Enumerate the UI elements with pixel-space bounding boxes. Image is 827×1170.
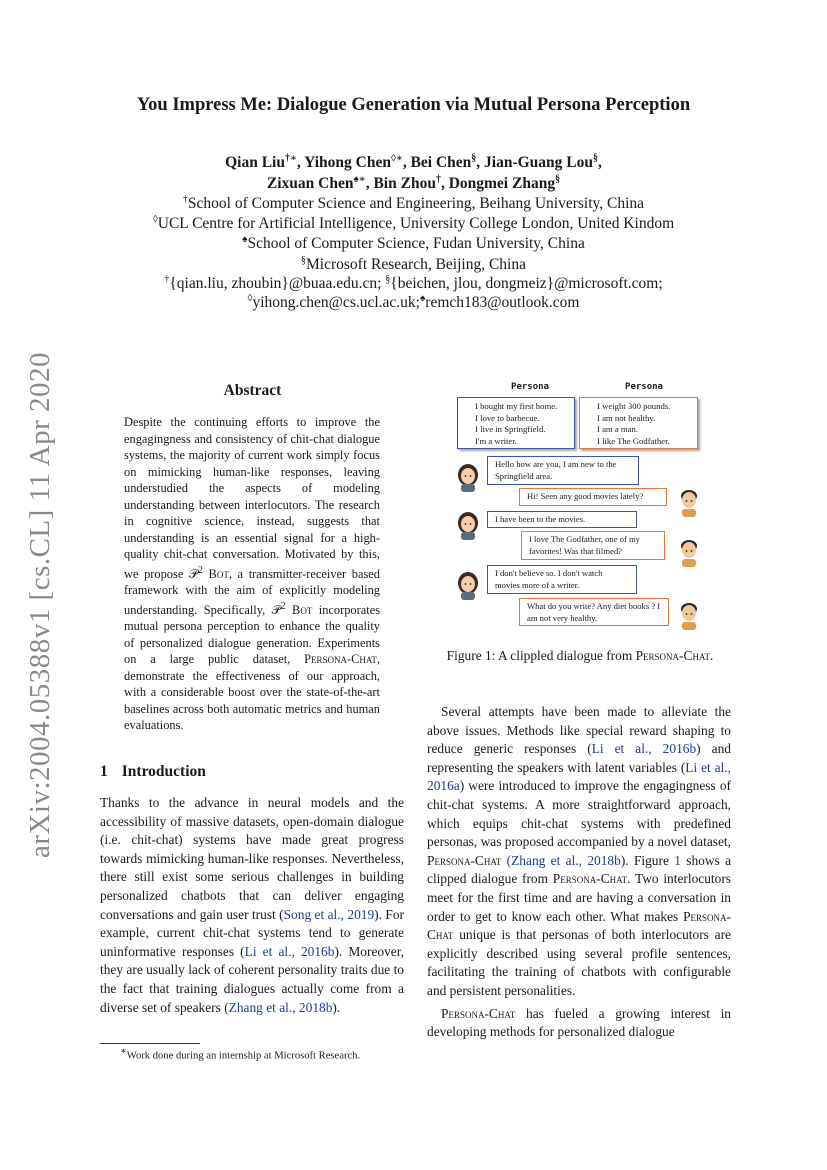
dialogue-turn-1: Hello how are you, I am new to the Springfield area. <box>487 456 639 485</box>
citation-link[interactable]: Li et al., 2016b <box>591 741 697 757</box>
author-name: Dongmei Zhang <box>448 175 556 193</box>
author-name: Zixuan Chen <box>266 175 354 193</box>
citation-link[interactable]: Li et al., 2016b <box>244 943 335 959</box>
persona-label-left: Persona <box>511 382 549 392</box>
persona-label-right: Persona <box>625 382 663 392</box>
author-name: Qian Liu <box>225 154 285 172</box>
man-avatar-icon <box>677 537 701 567</box>
figure-ref-link[interactable]: 1 <box>674 852 681 868</box>
woman-avatar-icon <box>456 462 480 492</box>
affiliation-beihang: †School of Computer Science and Engineering, Beihang University, China <box>182 194 645 213</box>
author-name: Bin Zhou <box>373 175 436 193</box>
body-paragraph: Several attempts have been made to alleviate the above issues. Methods like special reward shaping to reduce generic responses (Li et al., 2016b) and representing the speakers with latent variables (Li et al., 2016a) were introduced to improve the engagingness of chit-chat systems. A more straightforward approach, which equips chit-chat systems with predefined personas, was proposed accompanied by a novel dataset, Persona-Chat (Zhang et al., 2018b). Figure 1 shows a clipped dialogue from Persona-Chat. Two interlocutors meet for the first time and are having a conversation in order to get to know each other. What makes Persona-Chat unique is that personas of both interlocutors are explicitly described using several profile sentences, facilitating the training of chatbots with configurable and persistent personalities. <box>427 704 732 998</box>
dialogue-turn-5: I don't believe so. I don't watch movies more of a writer. <box>487 565 637 594</box>
email-line-2: ◊yihong.chen@cs.ucl.ac.uk;♠remch183@outlook.com <box>247 293 580 312</box>
affiliation-ucl: ◊UCL Centre for Artificial Intelligence, University College London, United Kindom <box>152 214 675 233</box>
affiliation-microsoft: §Microsoft Research, Beijing, China <box>301 255 526 274</box>
dialogue-turn-3: I have been to the movies. <box>487 511 637 528</box>
arxiv-stamp: arXiv:2004.05388v1 [cs.CL] 11 Apr 2020 <box>24 351 56 859</box>
persona-box-left: I bought my first home. I love to barbecue. I live in Springfield. I'm a writer. <box>457 397 575 449</box>
abstract-body: Despite the continuing efforts to improve the engagingness and consistency of chit-chat dialogue systems, the majority of current work simply focus on mimicking human-like responses, leaving understudied the aspects of modeling understanding between interlocutors. The research in cognitive science, instead, suggests that understanding is an essential signal for a high-quality chit-chat conversation. Motivated by this, we propose 𝒫$^2$ Bot, a transmitter-receiver based framework with the aim of explicitly modeling understanding. Specifically, 𝒫$^2$ Bot incorporates mutual persona perception to enhance the quality of personalized dialogue generation. Experiments on a large public dataset, Persona-Chat, demonstrate the effectiveness of our approach, with a considerable boost over the state-of-the-art baselines across both automatic metrics and human evaluations. <box>124 415 381 733</box>
intro-paragraph: Thanks to the advance in neural models and the accessibility of massive datasets, open-domain dialogue (i.e. chit-chat) systems have made great progress towards mimicking human-like responses. Nevertheless, there still exist some serious challenges in building personalized chatbots that can deliver engaging conversations and gain user trust (Song et al., 2019). For example, current chit-chat systems tend to generate uninformative responses (Li et al., 2016b). Moreover, they are usually lack of coherent personality traits due to the fact that training dialogues actually come from a diverse set of speakers (Zhang et al., 2018b). <box>100 795 404 1015</box>
dialogue-turn-2: Hi! Seen any good movies lately? <box>519 488 667 506</box>
body-paragraph: Persona-Chat has fueled a growing interest in developing methods for personalized dialogue <box>427 1005 731 1040</box>
right-column-body <box>427 703 731 1046</box>
dialogue-turn-4: I love The Godfather, one of my favorites! Was that filmed? <box>521 531 665 560</box>
section-heading-introduction: 1 Introduction <box>100 763 206 780</box>
author-name: Jian-Guang Lou <box>484 154 594 172</box>
footnote: ∗Work done during an internship at Microsoft Research. <box>120 1046 361 1062</box>
paper-title: You Impress Me: Dialogue Generation via Mutual Persona Perception <box>136 95 691 115</box>
citation-link[interactable]: (Zhang et al., 2018b <box>501 852 621 868</box>
email-line-1: †{qian.liu, zhoubin}@buaa.edu.cn; §{beichen, jlou, dongmeiz}@microsoft.com; <box>164 274 663 293</box>
citation-link[interactable]: Song et al., 2019 <box>283 906 375 922</box>
citation-link[interactable]: Li et al., 2016a <box>427 759 731 794</box>
dialogue-turn-6: What do you write? Any diet books ? I am not very healthy. <box>519 598 669 626</box>
man-avatar-icon <box>677 487 701 517</box>
citation-link[interactable]: Zhang et al., 2018b <box>228 999 333 1015</box>
abstract-heading: Abstract <box>223 382 282 399</box>
persona-box-right: I weight 300 pounds. I am not healthy. I am a man. I like The Godfather. <box>579 397 698 449</box>
author-name: Yihong Chen <box>304 154 391 172</box>
author-line-1: Qian Liu†∗, Yihong Chen◊∗, Bei Chen§, Jian-Guang Lou§, <box>225 153 602 172</box>
man-avatar-icon <box>677 600 701 630</box>
affiliation-fudan: ♠School of Computer Science, Fudan University, China <box>242 234 585 253</box>
woman-avatar-icon <box>456 510 480 540</box>
woman-avatar-icon <box>456 570 480 600</box>
footnote-rule <box>100 1043 200 1044</box>
figure-1-dialogue <box>455 380 715 630</box>
author-line-2: Zixuan Chen♠∗, Bin Zhou†, Dongmei Zhang§ <box>266 174 561 193</box>
author-name: Bei Chen <box>410 154 472 172</box>
figure-caption: Figure 1: A clippled dialogue from Persona-Chat. <box>446 648 714 663</box>
